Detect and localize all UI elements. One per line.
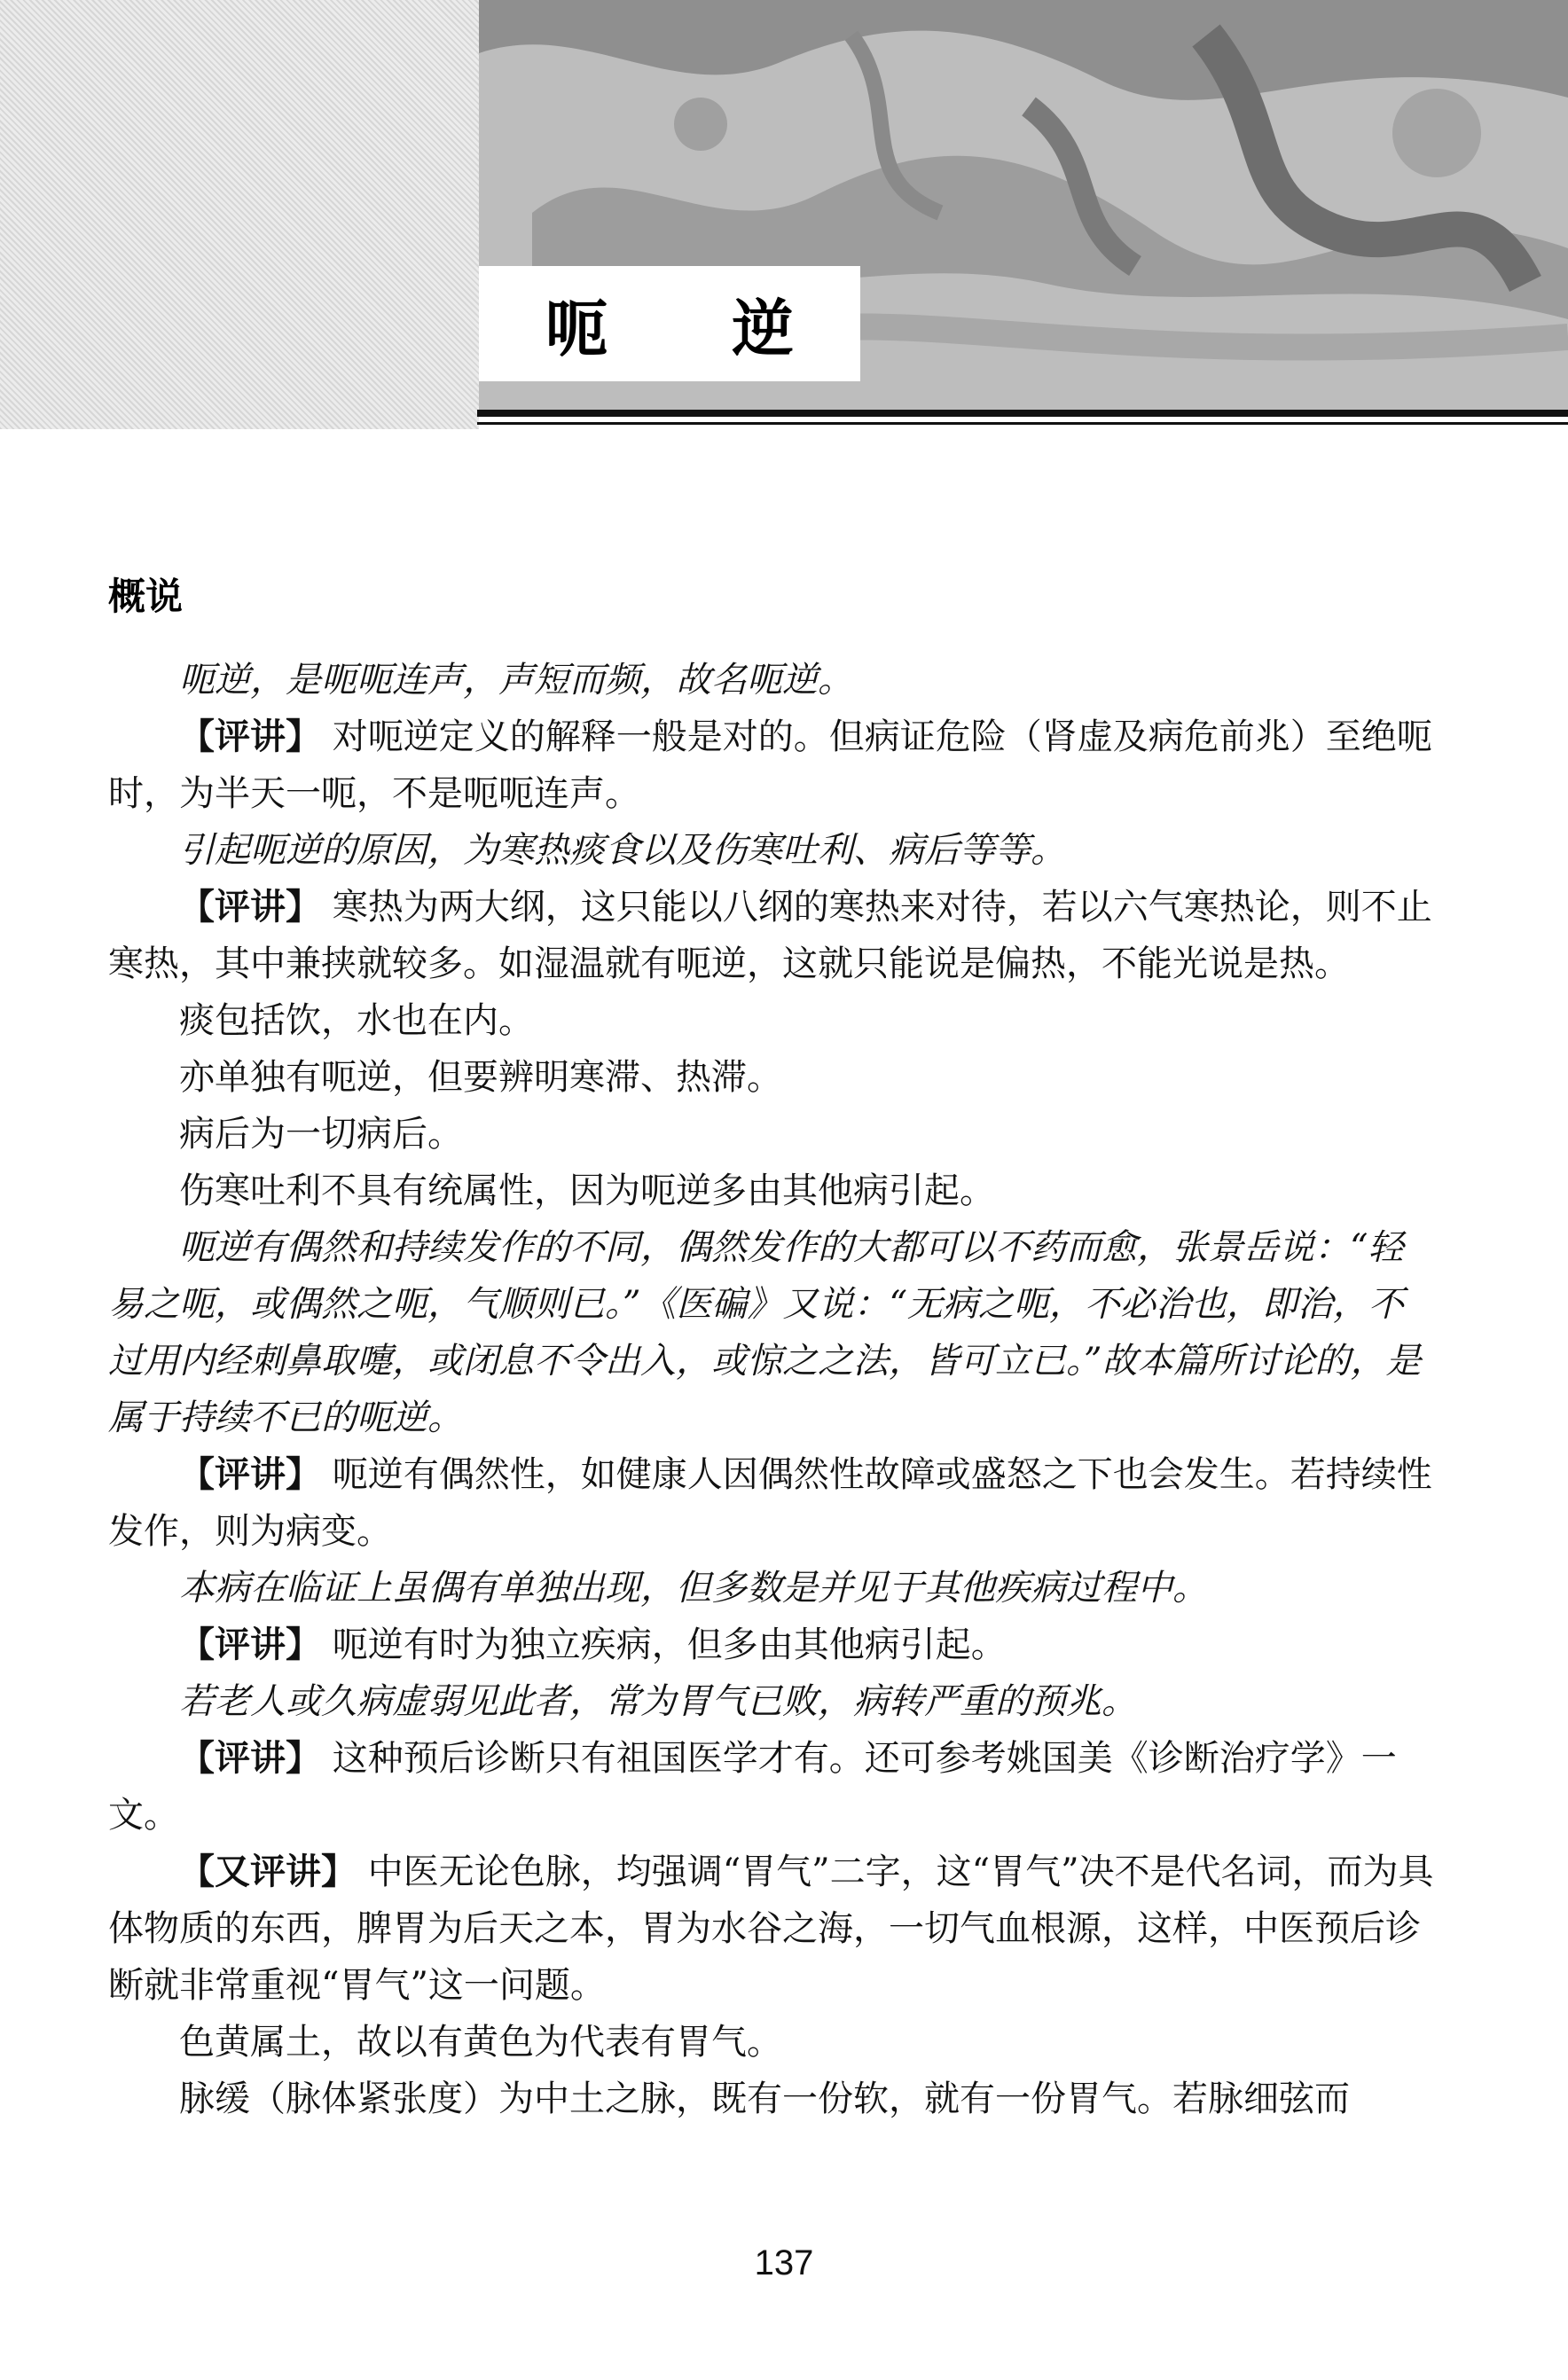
paragraph-text: 寒热为两大纲，这只能以八纲的寒热来对待，若以六气寒热论，则不止寒热，其中兼挟就较多。如湿温就有呃逆，这就只能说是偏热，不能光说是热。: [108, 887, 1432, 984]
paragraph-text: 若老人或久病虚弱见此者，常为胃气已败，病转严重的预兆。: [179, 1681, 1137, 1722]
section-heading: 概说: [108, 575, 184, 618]
paragraph-text: 伤寒吐利不具有统属性，因为呃逆多由其他病引起。: [179, 1170, 995, 1211]
commentary-tag: 【评讲】: [179, 887, 321, 928]
chapter-title: 呃逆: [545, 292, 918, 365]
paragraph-text: 呃逆有时为独立疾病，但多由其他病引起。: [332, 1625, 1007, 1665]
text-paragraph: [108, 1106, 1439, 1163]
paragraph-text: 本病在临证上虽偶有单独出现，但多数是并见于其他疾病过程中。: [179, 1568, 1208, 1609]
commentary-paragraph: [108, 1730, 1439, 1844]
paragraph-text: 呃逆有偶然性，如健康人因偶然性故障或盛怒之下也会发生。若持续性发作，则为病变。: [108, 1454, 1432, 1552]
paragraph-text: 亦单独有呃逆，但要辨明寒滞、热滞。: [179, 1057, 782, 1098]
paragraph-text: 病后为一切病后。: [179, 1114, 463, 1155]
commentary-paragraph: [108, 1446, 1439, 1560]
banner-rule-thin: [477, 422, 1568, 425]
commentary-paragraph: [108, 709, 1439, 822]
paragraph-text: 色黄属土，故以有黄色为代表有胃气。: [179, 2022, 782, 2063]
paragraph-text: 对呃逆定义的解释一般是对的。但病证危险（肾虚及病危前兆）至绝呃时，为半天一呃，不是呃呃连声。: [108, 716, 1432, 814]
banner-rule-thick: [477, 410, 1568, 417]
text-paragraph: [108, 1049, 1439, 1106]
commentary-tag: 【评讲】: [179, 1454, 321, 1495]
chapter-banner: [0, 0, 1568, 429]
text-paragraph: [108, 822, 1439, 879]
commentary-tag: 【又评讲】: [179, 1852, 357, 1892]
commentary-paragraph: [108, 1844, 1439, 2014]
paragraph-text: 脉缓（脉体紧张度）为中土之脉，既有一份软，就有一份胃气。若脉细弦而: [179, 2079, 1350, 2119]
text-paragraph: [108, 2071, 1439, 2127]
chapter-title-box: [479, 266, 918, 381]
text-paragraph: [108, 1560, 1439, 1617]
commentary-tag: 【评讲】: [179, 716, 321, 757]
commentary-paragraph: [108, 879, 1439, 992]
text-paragraph: [108, 1673, 1439, 1730]
text-paragraph: [108, 1219, 1439, 1446]
paragraph-text: 呃逆有偶然和持续发作的不同，偶然发作的大都可以不药而愈，张景岳说：“轻易之呃，或偶然之呃，气顺则已。”《医碥》又说：“无病之呃，不必治也，即治，不过用内经刺鼻取嚏，或闭息不令出入，或惊之之法，皆可立已。”故本篇所讨论的，是属于持续不已的呃逆。: [108, 1227, 1422, 1438]
paragraph-text: 引起呃逆的原因，为寒热痰食以及伤寒吐利、病后等等。: [179, 830, 1066, 871]
text-paragraph: [108, 1163, 1439, 1219]
text-paragraph: [108, 652, 1439, 709]
commentary-tag: 【评讲】: [179, 1625, 321, 1665]
paragraph-text: 痰包括饮，水也在内。: [179, 1000, 534, 1041]
banner-texture-left: [0, 0, 479, 429]
paragraph-text: 中医无论色脉，均强调“胃气”二字，这“胃气”决不是代名词，而为具体物质的东西，脾胃为后天之本，胃为水谷之海，一切气血根源，这样，中医预后诊断就非常重视“胃气”这一问题。: [108, 1852, 1434, 2006]
paragraph-text: 这种预后诊断只有祖国医学才有。还可参考姚国美《诊断治疗学》一文。: [108, 1738, 1397, 1836]
paragraph-text: 呃逆，是呃呃连声，声短而频，故名呃逆。: [179, 660, 853, 701]
page-number: 137: [754, 2243, 814, 2282]
text-paragraph: [108, 2014, 1439, 2071]
body-text: [108, 652, 1439, 2127]
text-paragraph: [108, 992, 1439, 1049]
commentary-paragraph: [108, 1617, 1439, 1673]
commentary-tag: 【评讲】: [179, 1738, 321, 1779]
